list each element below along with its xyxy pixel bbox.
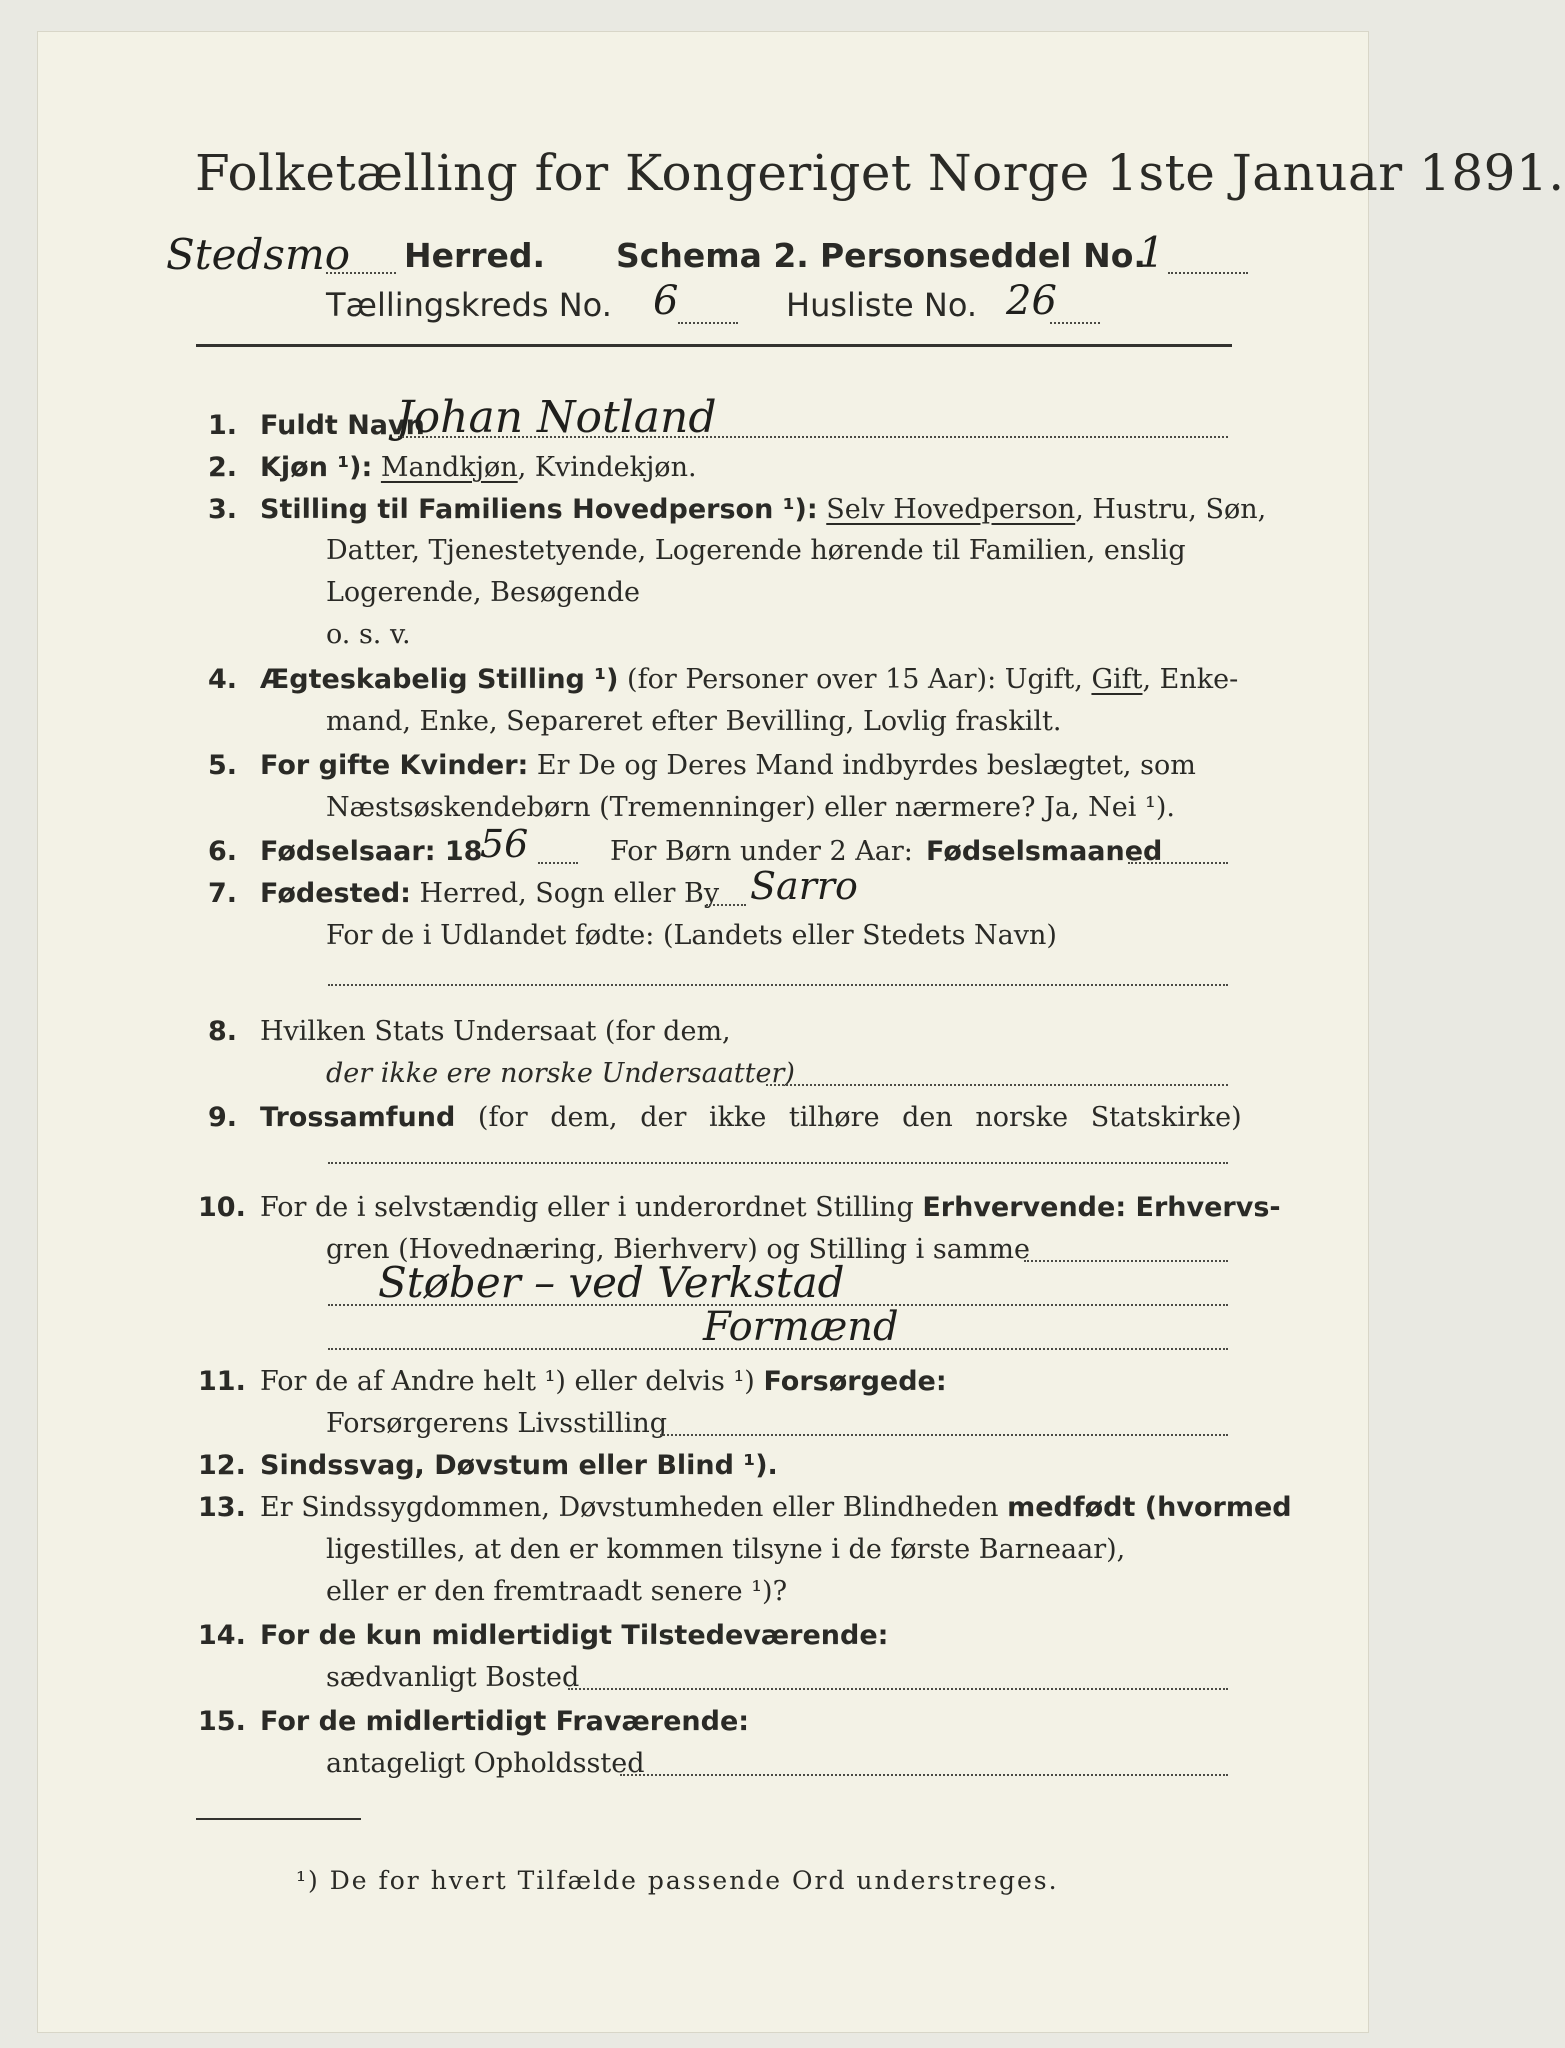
q6-label2: Fødselsmaaned <box>926 836 1163 867</box>
q5-body: Er De og Deres Mand indbyrdes beslægtet, som <box>536 750 1196 781</box>
q1-value: Johan Notland <box>396 392 717 443</box>
personseddel-label: Personseddel No. <box>820 236 1146 275</box>
q10-dots-a <box>1024 1260 1228 1262</box>
kreds-label: Tællingskreds No. <box>326 286 612 324</box>
q6-value: 56 <box>480 822 529 866</box>
q7-dots-a <box>706 904 746 906</box>
q1-dots <box>398 436 1228 438</box>
q15-line2: antageligt Opholdssted <box>326 1748 645 1779</box>
q3-number: 3. <box>208 494 238 525</box>
q8-number: 8. <box>208 1016 238 1047</box>
herred-label: Herred. <box>404 236 546 275</box>
husliste-dots <box>1050 322 1100 324</box>
q4-pre: (for Personer over 15 Aar): Ugift, <box>627 664 1083 695</box>
q4-text <box>260 664 1238 695</box>
q5-text <box>260 750 1196 781</box>
q2-opt-a: Mandkjøn <box>380 452 518 483</box>
q4-line2: mand, Enke, Separeret efter Bevilling, Lovlig fraskilt. <box>326 706 1062 737</box>
q2-number: 2. <box>208 452 238 483</box>
q5-line2: Næstsøskendebørn (Tremenninger) eller nærmere? Ja, Nei ¹). <box>326 792 1175 823</box>
q3-rest: , Hustru, Søn, <box>1075 494 1267 525</box>
q13-number: 13. <box>198 1492 246 1523</box>
personseddel-value: 1 <box>1138 228 1165 277</box>
q3-opt-a: Selv Hovedperson <box>826 494 1076 525</box>
q5-number: 5. <box>208 750 238 781</box>
q13-label: medfødt (hvormed <box>1007 1492 1292 1523</box>
q6-dots-b <box>1128 862 1228 864</box>
q9-body: (for dem, der ikke tilhøre den norske Statskirke) <box>477 1102 1242 1133</box>
q6-number: 6. <box>208 836 238 867</box>
census-form <box>38 32 1565 2032</box>
q7-line2: For de i Udlandet fødte: (Landets eller Stedets Navn) <box>326 920 1057 951</box>
q15-number: 15. <box>198 1706 246 1737</box>
personseddel-dots <box>1168 272 1248 274</box>
q1-label: Fuldt Navn <box>260 410 425 441</box>
q5-label: For gifte Kvinder: <box>260 750 529 781</box>
kreds-dots <box>678 322 738 324</box>
q10-line2: gren (Hovednæring, Bierhverv) og Stilling i samme <box>326 1234 1031 1265</box>
q13-text <box>260 1492 1292 1523</box>
q9-number: 9. <box>208 1102 238 1133</box>
q15-label: For de midlertidigt Fraværende: <box>260 1706 750 1737</box>
q2-label: Kjøn ¹): <box>260 452 373 483</box>
q10-value1: Støber – ved Verkstad <box>378 1258 845 1307</box>
form-title: Folketælling for Kongeriget Norge 1ste Januar 1891. <box>195 144 1565 202</box>
q11-label: Forsørgede: <box>763 1366 947 1397</box>
q10-text <box>260 1192 1281 1223</box>
footnote-rule <box>196 1818 361 1820</box>
q7-number: 7. <box>208 878 238 909</box>
q3-text <box>260 494 1266 525</box>
q9-text <box>260 1102 1242 1133</box>
q1-number: 1. <box>208 410 238 441</box>
q3-line2: Datter, Tjenestetyende, Logerende hørende til Familien, enslig <box>326 535 1186 566</box>
husliste-value: 26 <box>1006 278 1057 324</box>
q9-dots <box>328 1162 1228 1164</box>
q3-label: Stilling til Familiens Hovedperson ¹): <box>260 494 818 525</box>
q7-text <box>260 878 719 909</box>
q4-label: Ægteskabelig Stilling ¹) <box>260 664 619 695</box>
herred-dots <box>326 272 396 274</box>
q11-text <box>260 1366 947 1397</box>
q14-dots <box>568 1688 1228 1690</box>
q7-dots-b <box>328 984 1228 986</box>
q7-body: Herred, Sogn eller By <box>419 878 720 909</box>
q12-number: 12. <box>198 1450 246 1481</box>
q6-mid: For Børn under 2 Aar: <box>610 836 913 867</box>
q11-dots <box>660 1434 1228 1436</box>
q10-value2: Formænd <box>703 1304 899 1350</box>
q10-body: For de i selvstændig eller i underordnet Stilling <box>260 1192 914 1223</box>
footnote: ¹) De for hvert Tilfælde passende Ord understreges. <box>296 1866 1059 1895</box>
kreds-value: 6 <box>653 278 679 324</box>
q13-body: Er Sindssygdommen, Døvstumheden eller Blindheden <box>260 1492 999 1523</box>
q7-label: Fødested: <box>260 878 411 909</box>
q6-dots-a <box>538 862 578 864</box>
q8-line2: der ikke ere norske Undersaatter) <box>326 1058 795 1089</box>
q15-dots <box>620 1774 1228 1776</box>
q10-number: 10. <box>198 1192 246 1223</box>
q10-label: Erhvervende: Erhvervs- <box>922 1192 1281 1223</box>
q13-line3: eller er den fremtraadt senere ¹)? <box>326 1576 788 1607</box>
q4-number: 4. <box>208 664 238 695</box>
header-rule <box>196 344 1232 347</box>
q10-dots-c <box>328 1348 1228 1350</box>
schema-label: Schema 2. <box>616 236 809 275</box>
q8-text: Hvilken Stats Undersaat (for dem, <box>260 1016 731 1047</box>
q9-label: Trossamfund <box>260 1102 456 1133</box>
q2-opt-b: , Kvindekjøn. <box>517 452 697 483</box>
q11-line2: Forsørgerens Livsstilling <box>326 1408 668 1439</box>
q14-label: For de kun midlertidigt Tilstedeværende: <box>260 1620 889 1651</box>
q11-number: 11. <box>198 1366 246 1397</box>
q11-body: For de af Andre helt ¹) eller delvis ¹) <box>260 1366 755 1397</box>
q3-line4: o. s. v. <box>326 619 411 650</box>
q3-line3: Logerende, Besøgende <box>326 577 640 608</box>
q13-line2: ligestilles, at den er kommen tilsyne i de første Barneaar), <box>326 1534 1126 1565</box>
q14-line2: sædvanligt Bosted <box>326 1662 580 1693</box>
q6-label: Fødselsaar: 18 <box>260 836 483 867</box>
herred-value: Stedsmo <box>166 230 351 279</box>
q7-value: Sarro <box>750 864 858 908</box>
q4-opt: Gift <box>1091 664 1143 695</box>
husliste-label: Husliste No. <box>786 286 977 324</box>
q14-number: 14. <box>198 1620 246 1651</box>
q8-dots <box>766 1084 1228 1086</box>
q2-text <box>260 452 697 483</box>
q4-post: , Enke- <box>1142 664 1239 695</box>
q12-label: Sindssvag, Døvstum eller Blind ¹). <box>260 1450 778 1481</box>
